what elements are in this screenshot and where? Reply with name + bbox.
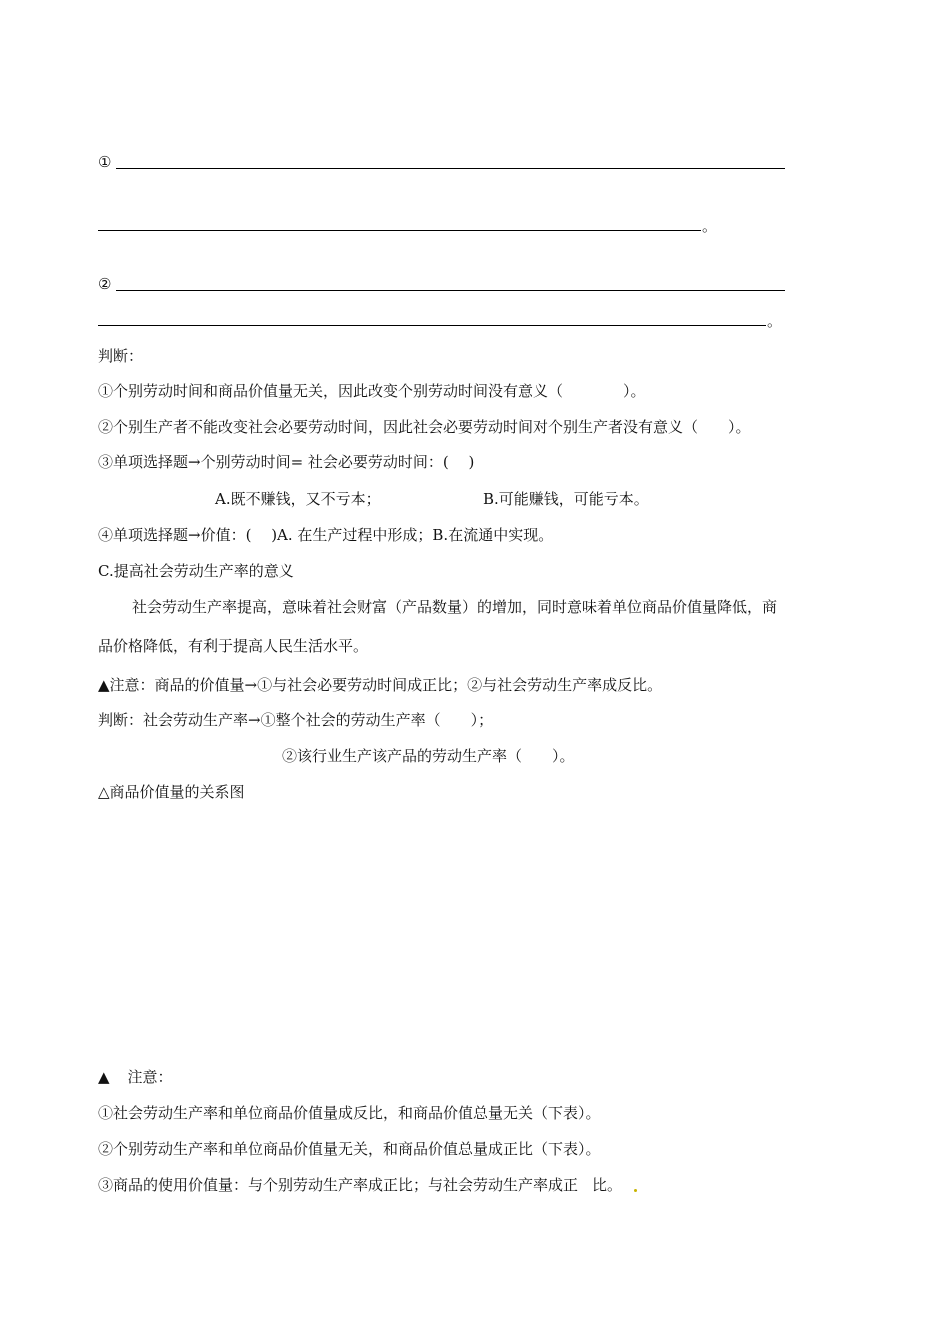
judge-question-1: ①个别劳动时间和商品价值量无关，因此改变个别劳动时间没有意义（ ）。 [98,382,646,400]
section-c-paragraph-line2: 品价格降低，有利于提高人民生活水平。 [98,637,369,655]
section-c-title: C.提高社会劳动生产率的意义 [98,562,294,580]
judge-question-4: ④单项选择题→价值：( )A. 在生产过程中形成；B.在流通中实现。 [98,526,554,544]
section-c-judge-line1: 判断：社会劳动生产率→①整个社会的劳动生产率（ ）； [98,711,494,729]
note-3 [98,1175,622,1195]
note-3-text: ③商品的使用价值量：与个别劳动生产率成正比；与社会劳动生产率成正 [98,1176,579,1194]
notes-heading-row [98,1067,173,1087]
mark-dot-icon [634,1189,637,1192]
note-3-end: 比。 [592,1176,623,1194]
blank-mark-1: ① [98,153,112,171]
note-2: ②个别劳动生产率和单位商品价值量无关，和商品价值总量成正比（下表）。 [98,1140,601,1158]
blank-mark-2: ② [98,275,112,293]
answer-line-2b[interactable] [98,325,766,326]
blank-end-1: 。 [702,217,718,235]
blank-end-2: 。 [767,312,783,330]
option-b: B.可能赚钱，可能亏本。 [483,490,649,508]
option-a: A.既不赚钱，又不亏本； [215,490,381,508]
section-c-judge-line2: ②该行业生产该产品的劳动生产率（ ）。 [282,747,575,765]
section-c-paragraph-line1: 社会劳动生产率提高，意味着社会财富（产品数量）的增加，同时意味着单位商品价值量降低，商 [132,598,778,616]
triangle-mark-icon: ▲ [98,1068,110,1086]
notes-heading: 注意： [127,1068,173,1086]
diagram-title: △商品价值量的关系图 [98,783,245,801]
section-c-note: ▲注意：商品的价值量→①与社会必要劳动时间成正比；②与社会劳动生产率成反比。 [98,676,663,694]
judge-question-3: ③单项选择题→个别劳动时间= 社会必要劳动时间：( ) [98,453,475,471]
answer-line-2a[interactable] [116,290,785,291]
judge-heading: 判断： [98,347,144,365]
answer-line-1a[interactable] [116,168,785,169]
answer-line-1b[interactable] [98,230,701,231]
judge-question-2: ②个别生产者不能改变社会必要劳动时间，因此社会必要劳动时间对个别生产者没有意义（ ）。 [98,418,751,436]
note-1: ①社会劳动生产率和单位商品价值量成反比，和商品价值总量无关（下表）。 [98,1104,601,1122]
